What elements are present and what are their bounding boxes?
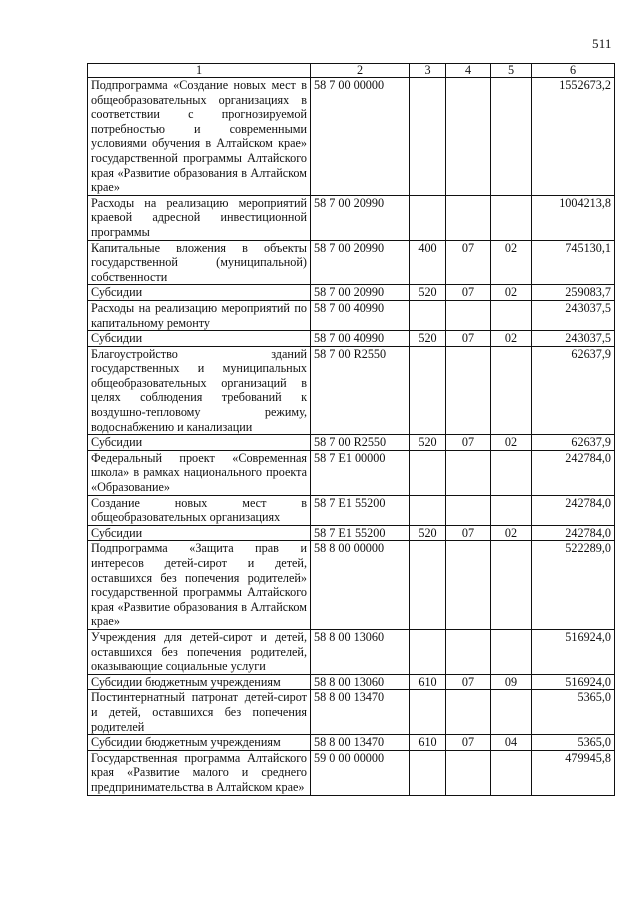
table-row	[88, 78, 615, 196]
row-rz-cell	[446, 195, 491, 240]
row-vr-cell: 520	[410, 525, 446, 541]
row-vr-cell: 520	[410, 435, 446, 451]
row-rz-cell: 07	[446, 285, 491, 301]
row-pr-cell	[491, 750, 532, 795]
row-code-cell: 59 0 00 00000	[311, 750, 410, 795]
row-vr-cell	[410, 750, 446, 795]
table-row	[88, 750, 615, 795]
row-rz-cell	[446, 450, 491, 495]
row-rz-cell	[446, 78, 491, 196]
table-row	[88, 690, 615, 735]
header-cell-vr: 3	[410, 64, 446, 78]
budget-table	[87, 63, 615, 796]
row-name-cell: Федеральный проект «Современная школа» в рамках национального проекта «Образование»	[88, 450, 311, 495]
row-code-cell: 58 8 00 13060	[311, 629, 410, 674]
row-rz-cell	[446, 346, 491, 435]
row-pr-cell	[491, 629, 532, 674]
row-pr-cell: 02	[491, 285, 532, 301]
row-pr-cell	[491, 450, 532, 495]
row-name-cell: Субсидии бюджетным учреждениям	[88, 735, 311, 751]
table-header-row	[88, 64, 615, 78]
table-row	[88, 346, 615, 435]
row-name-cell: Подпрограмма «Создание новых мест в общеобразовательных организациях в соответствии с прогнозируемой потребностью и современными условиями обучения в Алтайском крае» государственной программы Алтайского края «Развитие образования в Алтайском крае»	[88, 78, 311, 196]
page-number: 511	[592, 36, 612, 51]
row-rz-cell	[446, 541, 491, 630]
row-code-cell: 58 7 E1 55200	[311, 495, 410, 525]
row-pr-cell: 02	[491, 240, 532, 285]
row-code-cell: 58 7 00 20990	[311, 195, 410, 240]
row-sum-cell: 516924,0	[532, 674, 615, 690]
row-name-cell: Подпрограмма «Защита прав и интересов детей-сирот и детей, оставшихся без попечения родителей» государственной программы Алтайского края «Развитие образования в Алтайском крае»	[88, 541, 311, 630]
row-sum-cell: 522289,0	[532, 541, 615, 630]
row-vr-cell	[410, 300, 446, 330]
row-pr-cell	[491, 495, 532, 525]
row-name-cell: Субсидии	[88, 435, 311, 451]
row-sum-cell: 259083,7	[532, 285, 615, 301]
row-rz-cell	[446, 750, 491, 795]
row-sum-cell: 1552673,2	[532, 78, 615, 196]
row-code-cell: 58 8 00 13470	[311, 735, 410, 751]
row-pr-cell: 02	[491, 525, 532, 541]
row-code-cell: 58 7 00 40990	[311, 331, 410, 347]
row-name-cell: Субсидии бюджетным учреждениям	[88, 674, 311, 690]
row-pr-cell	[491, 690, 532, 735]
row-sum-cell: 243037,5	[532, 331, 615, 347]
row-sum-cell: 745130,1	[532, 240, 615, 285]
table-row	[88, 629, 615, 674]
row-vr-cell	[410, 195, 446, 240]
row-rz-cell: 07	[446, 735, 491, 751]
row-code-cell: 58 8 00 13060	[311, 674, 410, 690]
row-name-cell: Государственная программа Алтайского края «Развитие малого и среднего предпринимательства в Алтайском крае»	[88, 750, 311, 795]
table-row	[88, 674, 615, 690]
table-row	[88, 735, 615, 751]
row-pr-cell: 02	[491, 435, 532, 451]
row-rz-cell	[446, 300, 491, 330]
row-vr-cell: 610	[410, 674, 446, 690]
header-cell-pr: 5	[491, 64, 532, 78]
row-vr-cell: 520	[410, 331, 446, 347]
table-row	[88, 240, 615, 285]
row-vr-cell	[410, 78, 446, 196]
row-code-cell: 58 7 00 R2550	[311, 435, 410, 451]
row-code-cell: 58 7 E1 55200	[311, 525, 410, 541]
row-sum-cell: 1004213,8	[532, 195, 615, 240]
row-vr-cell: 610	[410, 735, 446, 751]
row-pr-cell	[491, 541, 532, 630]
row-vr-cell: 400	[410, 240, 446, 285]
row-name-cell: Субсидии	[88, 285, 311, 301]
header-cell-rz: 4	[446, 64, 491, 78]
header-cell-code: 2	[311, 64, 410, 78]
row-name-cell: Субсидии	[88, 525, 311, 541]
table-row	[88, 331, 615, 347]
row-code-cell: 58 8 00 13470	[311, 690, 410, 735]
row-sum-cell: 62637,9	[532, 346, 615, 435]
header-cell-sum: 6	[532, 64, 615, 78]
row-sum-cell: 479945,8	[532, 750, 615, 795]
row-pr-cell: 09	[491, 674, 532, 690]
row-sum-cell: 242784,0	[532, 525, 615, 541]
row-sum-cell: 242784,0	[532, 495, 615, 525]
row-sum-cell: 242784,0	[532, 450, 615, 495]
row-sum-cell: 516924,0	[532, 629, 615, 674]
row-rz-cell: 07	[446, 331, 491, 347]
row-vr-cell	[410, 541, 446, 630]
row-pr-cell	[491, 78, 532, 196]
row-vr-cell	[410, 346, 446, 435]
table-row	[88, 495, 615, 525]
table-row	[88, 285, 615, 301]
row-rz-cell: 07	[446, 240, 491, 285]
row-code-cell: 58 7 00 20990	[311, 240, 410, 285]
row-rz-cell	[446, 690, 491, 735]
row-code-cell: 58 7 E1 00000	[311, 450, 410, 495]
row-rz-cell	[446, 629, 491, 674]
row-code-cell: 58 7 00 40990	[311, 300, 410, 330]
row-rz-cell: 07	[446, 525, 491, 541]
row-pr-cell: 02	[491, 331, 532, 347]
table-row	[88, 300, 615, 330]
row-pr-cell	[491, 300, 532, 330]
row-sum-cell: 243037,5	[532, 300, 615, 330]
table-row	[88, 525, 615, 541]
row-vr-cell	[410, 629, 446, 674]
row-name-cell: Учреждения для детей-сирот и детей, оставшихся без попечения родителей, оказывающие социальные услуги	[88, 629, 311, 674]
row-code-cell: 58 7 00 R2550	[311, 346, 410, 435]
row-pr-cell	[491, 195, 532, 240]
row-sum-cell: 62637,9	[532, 435, 615, 451]
row-name-cell: Субсидии	[88, 331, 311, 347]
row-sum-cell: 5365,0	[532, 690, 615, 735]
row-pr-cell	[491, 346, 532, 435]
row-vr-cell	[410, 690, 446, 735]
row-name-cell: Капитальные вложения в объекты государственной (муниципальной) собственности	[88, 240, 311, 285]
header-cell-name: 1	[88, 64, 311, 78]
row-code-cell: 58 7 00 20990	[311, 285, 410, 301]
row-code-cell: 58 7 00 00000	[311, 78, 410, 196]
table-row	[88, 541, 615, 630]
table-row	[88, 195, 615, 240]
row-vr-cell	[410, 450, 446, 495]
table-row	[88, 435, 615, 451]
row-pr-cell: 04	[491, 735, 532, 751]
row-rz-cell: 07	[446, 435, 491, 451]
table-body	[88, 78, 615, 796]
row-name-cell: Расходы на реализацию мероприятий краевой адресной инвестиционной программы	[88, 195, 311, 240]
row-code-cell: 58 8 00 00000	[311, 541, 410, 630]
row-name-cell: Постинтернатный патронат детей-сирот и детей, оставшихся без попечения родителей	[88, 690, 311, 735]
row-rz-cell: 07	[446, 674, 491, 690]
row-vr-cell	[410, 495, 446, 525]
row-sum-cell: 5365,0	[532, 735, 615, 751]
table-row	[88, 450, 615, 495]
row-vr-cell: 520	[410, 285, 446, 301]
row-name-cell: Создание новых мест в общеобразовательных организациях	[88, 495, 311, 525]
row-name-cell: Благоустройство зданий государственных и муниципальных общеобразовательных организаций в целях соблюдения требований к воздушно-тепловому режиму, водоснабжению и канализации	[88, 346, 311, 435]
row-name-cell: Расходы на реализацию мероприятий по капитальному ремонту	[88, 300, 311, 330]
row-rz-cell	[446, 495, 491, 525]
